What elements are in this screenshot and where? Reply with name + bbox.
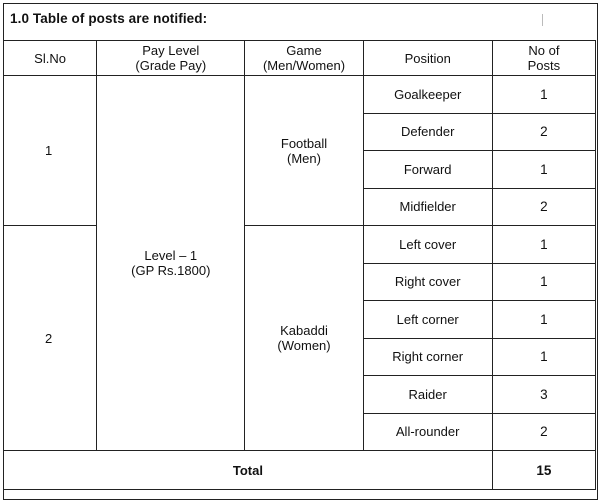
header-posts-line1: No of	[528, 43, 560, 58]
posts-cell: 1	[492, 151, 595, 189]
position-cell: Left corner	[363, 301, 492, 339]
posts-cell: 2	[492, 188, 595, 226]
posts-table	[3, 40, 596, 490]
posts-cell: 1	[492, 76, 595, 114]
posts-cell: 1	[492, 263, 595, 301]
position-cell: Midfielder	[363, 188, 492, 226]
header-row	[4, 41, 596, 76]
position-cell: Right cover	[363, 263, 492, 301]
header-posts-line2: Posts	[527, 58, 561, 73]
header-no-of-posts	[492, 41, 595, 76]
game-line1: Kabaddi	[280, 323, 328, 338]
game-line2: (Women)	[277, 338, 331, 353]
total-row	[4, 451, 596, 490]
header-position: Position	[363, 41, 492, 76]
position-cell: Defender	[363, 113, 492, 151]
position-cell: Raider	[363, 376, 492, 414]
sl-no-cell: 2	[4, 226, 97, 451]
sl-no-cell: 1	[4, 76, 97, 226]
header-game	[245, 41, 363, 76]
header-pay-level-line2: (Grade Pay)	[135, 58, 207, 73]
table-row	[4, 76, 596, 114]
posts-cell: 1	[492, 301, 595, 339]
position-cell: Right corner	[363, 338, 492, 376]
header-game-line1: Game	[286, 43, 322, 58]
total-label: Total	[4, 451, 493, 490]
game-cell	[245, 76, 363, 226]
pay-level-line2: (GP Rs.1800)	[131, 263, 211, 278]
game-cell	[245, 226, 363, 451]
posts-cell: 1	[492, 338, 595, 376]
total-value: 15	[492, 451, 595, 490]
game-line1: Football	[280, 135, 328, 151]
header-pay-level	[97, 41, 245, 76]
position-cell: Goalkeeper	[363, 76, 492, 114]
table-row	[4, 226, 596, 264]
header-sl-no: Sl.No	[4, 41, 97, 76]
scan-mark	[542, 14, 545, 26]
posts-cell: 1	[492, 226, 595, 264]
document-title: 1.0 Table of posts are notified:	[10, 11, 208, 26]
posts-cell: 3	[492, 376, 595, 414]
posts-cell: 2	[492, 413, 595, 451]
position-cell: Left cover	[363, 226, 492, 264]
posts-cell: 2	[492, 113, 595, 151]
position-cell: Forward	[363, 151, 492, 189]
game-line2: (Men)	[287, 150, 321, 166]
header-game-line2: (Men/Women)	[262, 58, 346, 73]
position-cell: All-rounder	[363, 413, 492, 451]
pay-level-line1: Level – 1	[144, 248, 198, 263]
pay-level-cell	[97, 76, 245, 451]
header-pay-level-line1: Pay Level	[142, 43, 200, 58]
